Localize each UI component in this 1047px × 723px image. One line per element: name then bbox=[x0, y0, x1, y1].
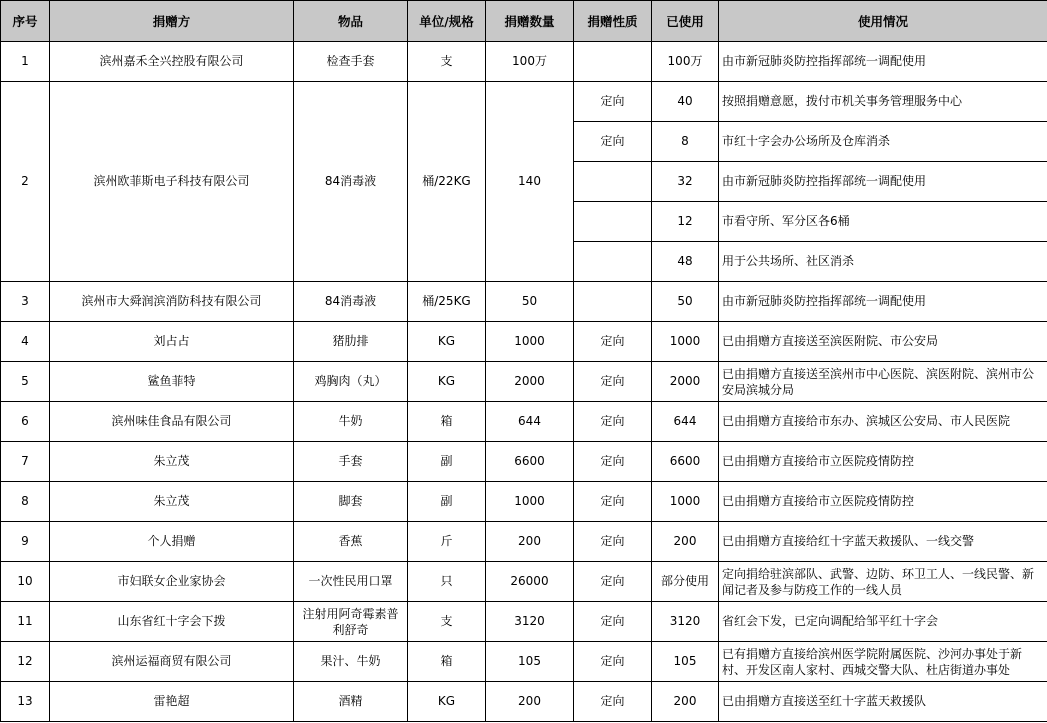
cell-used: 50 bbox=[652, 282, 719, 322]
cell-qty: 2000 bbox=[486, 362, 574, 402]
cell-nature: 定向 bbox=[574, 682, 652, 722]
cell-used: 1000 bbox=[652, 482, 719, 522]
cell-used: 2000 bbox=[652, 362, 719, 402]
table-row bbox=[1, 322, 1047, 362]
cell-no: 5 bbox=[1, 362, 50, 402]
header-no: 序号 bbox=[1, 1, 50, 42]
cell-unit: 斤 bbox=[408, 522, 486, 562]
cell-qty: 200 bbox=[486, 522, 574, 562]
cell-unit: 桶/25KG bbox=[408, 282, 486, 322]
header-unit: 单位/规格 bbox=[408, 1, 486, 42]
table-row bbox=[1, 642, 1047, 682]
cell-donor: 市妇联女企业家协会 bbox=[50, 562, 294, 602]
cell-usage: 已有捐赠方直接给滨州医学院附属医院、沙河办事处于新村、开发区南人家村、西城交警大队、杜店街道办事处 bbox=[719, 642, 1047, 682]
cell-unit: 箱 bbox=[408, 642, 486, 682]
cell-no: 11 bbox=[1, 602, 50, 642]
cell-item: 脚套 bbox=[294, 482, 408, 522]
cell-unit: 只 bbox=[408, 562, 486, 602]
cell-qty: 200 bbox=[486, 682, 574, 722]
cell-used: 3120 bbox=[652, 602, 719, 642]
cell-nature: 定向 bbox=[574, 562, 652, 602]
cell-usage: 用于公共场所、社区消杀 bbox=[719, 242, 1047, 282]
cell-no: 7 bbox=[1, 442, 50, 482]
cell-qty: 6600 bbox=[486, 442, 574, 482]
cell-unit: KG bbox=[408, 682, 486, 722]
cell-no: 9 bbox=[1, 522, 50, 562]
cell-unit: 支 bbox=[408, 602, 486, 642]
cell-usage: 已由捐赠方直接给市东办、滨城区公安局、市人民医院 bbox=[719, 402, 1047, 442]
cell-unit: 箱 bbox=[408, 402, 486, 442]
cell-donor: 滨州味佳食品有限公司 bbox=[50, 402, 294, 442]
cell-used: 105 bbox=[652, 642, 719, 682]
cell-donor: 个人捐赠 bbox=[50, 522, 294, 562]
cell-used: 12 bbox=[652, 202, 719, 242]
cell-donor: 滨州嘉禾全兴控股有限公司 bbox=[50, 42, 294, 82]
cell-usage: 由市新冠肺炎防控指挥部统一调配使用 bbox=[719, 282, 1047, 322]
header-item: 物品 bbox=[294, 1, 408, 42]
cell-nature: 定向 bbox=[574, 522, 652, 562]
cell-item: 检查手套 bbox=[294, 42, 408, 82]
cell-nature bbox=[574, 202, 652, 242]
table-row bbox=[1, 442, 1047, 482]
cell-no: 2 bbox=[1, 82, 50, 282]
cell-unit: 支 bbox=[408, 42, 486, 82]
cell-usage: 由市新冠肺炎防控指挥部统一调配使用 bbox=[719, 162, 1047, 202]
header-row bbox=[1, 1, 1047, 42]
cell-donor: 滨州欧菲斯电子科技有限公司 bbox=[50, 82, 294, 282]
header-donor: 捐赠方 bbox=[50, 1, 294, 42]
cell-unit: KG bbox=[408, 362, 486, 402]
cell-no: 6 bbox=[1, 402, 50, 442]
table-row bbox=[1, 682, 1047, 722]
cell-used: 48 bbox=[652, 242, 719, 282]
cell-nature bbox=[574, 42, 652, 82]
cell-used: 200 bbox=[652, 682, 719, 722]
cell-donor: 雷艳超 bbox=[50, 682, 294, 722]
cell-usage: 市看守所、军分区各6桶 bbox=[719, 202, 1047, 242]
cell-nature bbox=[574, 242, 652, 282]
cell-qty: 3120 bbox=[486, 602, 574, 642]
cell-donor: 刘占占 bbox=[50, 322, 294, 362]
cell-qty: 100万 bbox=[486, 42, 574, 82]
table-row bbox=[1, 562, 1047, 602]
cell-usage: 已由捐赠方直接给红十字蓝天救援队、一线交警 bbox=[719, 522, 1047, 562]
header-usage: 使用情况 bbox=[719, 1, 1047, 42]
cell-nature: 定向 bbox=[574, 482, 652, 522]
cell-donor: 朱立茂 bbox=[50, 442, 294, 482]
cell-item: 牛奶 bbox=[294, 402, 408, 442]
cell-usage: 由市新冠肺炎防控指挥部统一调配使用 bbox=[719, 42, 1047, 82]
cell-qty: 50 bbox=[486, 282, 574, 322]
cell-no: 13 bbox=[1, 682, 50, 722]
cell-used: 100万 bbox=[652, 42, 719, 82]
cell-nature: 定向 bbox=[574, 402, 652, 442]
cell-item: 酒精 bbox=[294, 682, 408, 722]
table-row bbox=[1, 402, 1047, 442]
cell-nature: 定向 bbox=[574, 362, 652, 402]
cell-used: 部分使用 bbox=[652, 562, 719, 602]
cell-nature: 定向 bbox=[574, 122, 652, 162]
table-row bbox=[1, 602, 1047, 642]
table-row bbox=[1, 522, 1047, 562]
cell-used: 40 bbox=[652, 82, 719, 122]
cell-usage: 已由捐赠方直接送至滨医附院、市公安局 bbox=[719, 322, 1047, 362]
header-used: 已使用 bbox=[652, 1, 719, 42]
cell-qty: 26000 bbox=[486, 562, 574, 602]
cell-used: 6600 bbox=[652, 442, 719, 482]
table-row bbox=[1, 362, 1047, 402]
table-row bbox=[1, 82, 1047, 122]
cell-item: 猪肋排 bbox=[294, 322, 408, 362]
cell-no: 1 bbox=[1, 42, 50, 82]
cell-unit: 副 bbox=[408, 442, 486, 482]
cell-usage: 省红会下发，已定向调配给邹平红十字会 bbox=[719, 602, 1047, 642]
cell-usage: 市红十字会办公场所及仓库消杀 bbox=[719, 122, 1047, 162]
cell-nature bbox=[574, 162, 652, 202]
cell-qty: 105 bbox=[486, 642, 574, 682]
cell-used: 644 bbox=[652, 402, 719, 442]
cell-item: 鸡胸肉（丸） bbox=[294, 362, 408, 402]
cell-unit: 副 bbox=[408, 482, 486, 522]
cell-item: 香蕉 bbox=[294, 522, 408, 562]
cell-no: 3 bbox=[1, 282, 50, 322]
cell-donor: 朱立茂 bbox=[50, 482, 294, 522]
header-nature: 捐赠性质 bbox=[574, 1, 652, 42]
cell-nature: 定向 bbox=[574, 82, 652, 122]
cell-usage: 定向捐给驻滨部队、武警、边防、环卫工人、一线民警、新闻记者及参与防疫工作的一线人员 bbox=[719, 562, 1047, 602]
header-qty: 捐赠数量 bbox=[486, 1, 574, 42]
cell-qty: 1000 bbox=[486, 322, 574, 362]
cell-usage: 已由捐赠方直接送至滨州市中心医院、滨医附院、滨州市公安局滨城分局 bbox=[719, 362, 1047, 402]
cell-no: 10 bbox=[1, 562, 50, 602]
cell-unit: 桶/22KG bbox=[408, 82, 486, 282]
cell-nature bbox=[574, 282, 652, 322]
cell-usage: 按照捐赠意愿，拨付市机关事务管理服务中心 bbox=[719, 82, 1047, 122]
cell-nature: 定向 bbox=[574, 442, 652, 482]
cell-item: 注射用阿奇霉素普利舒奇 bbox=[294, 602, 408, 642]
table-row bbox=[1, 482, 1047, 522]
cell-donor: 山东省红十字会下拨 bbox=[50, 602, 294, 642]
cell-used: 1000 bbox=[652, 322, 719, 362]
cell-qty: 1000 bbox=[486, 482, 574, 522]
cell-no: 8 bbox=[1, 482, 50, 522]
cell-donor: 鲨鱼菲特 bbox=[50, 362, 294, 402]
cell-donor: 滨州市大舜润滨消防科技有限公司 bbox=[50, 282, 294, 322]
cell-item: 手套 bbox=[294, 442, 408, 482]
cell-unit: KG bbox=[408, 322, 486, 362]
cell-usage: 已由捐赠方直接给市立医院疫情防控 bbox=[719, 442, 1047, 482]
table-row bbox=[1, 282, 1047, 322]
cell-used: 32 bbox=[652, 162, 719, 202]
cell-item: 84消毒液 bbox=[294, 282, 408, 322]
cell-item: 84消毒液 bbox=[294, 82, 408, 282]
cell-item: 果汁、牛奶 bbox=[294, 642, 408, 682]
cell-nature: 定向 bbox=[574, 602, 652, 642]
cell-usage: 已由捐赠方直接给市立医院疫情防控 bbox=[719, 482, 1047, 522]
table-row bbox=[1, 42, 1047, 82]
cell-no: 4 bbox=[1, 322, 50, 362]
cell-donor: 滨州运福商贸有限公司 bbox=[50, 642, 294, 682]
cell-nature: 定向 bbox=[574, 322, 652, 362]
cell-item: 一次性民用口罩 bbox=[294, 562, 408, 602]
cell-usage: 已由捐赠方直接送至红十字蓝天救援队 bbox=[719, 682, 1047, 722]
cell-used: 8 bbox=[652, 122, 719, 162]
cell-no: 12 bbox=[1, 642, 50, 682]
cell-used: 200 bbox=[652, 522, 719, 562]
cell-qty: 644 bbox=[486, 402, 574, 442]
cell-qty: 140 bbox=[486, 82, 574, 282]
cell-nature: 定向 bbox=[574, 642, 652, 682]
